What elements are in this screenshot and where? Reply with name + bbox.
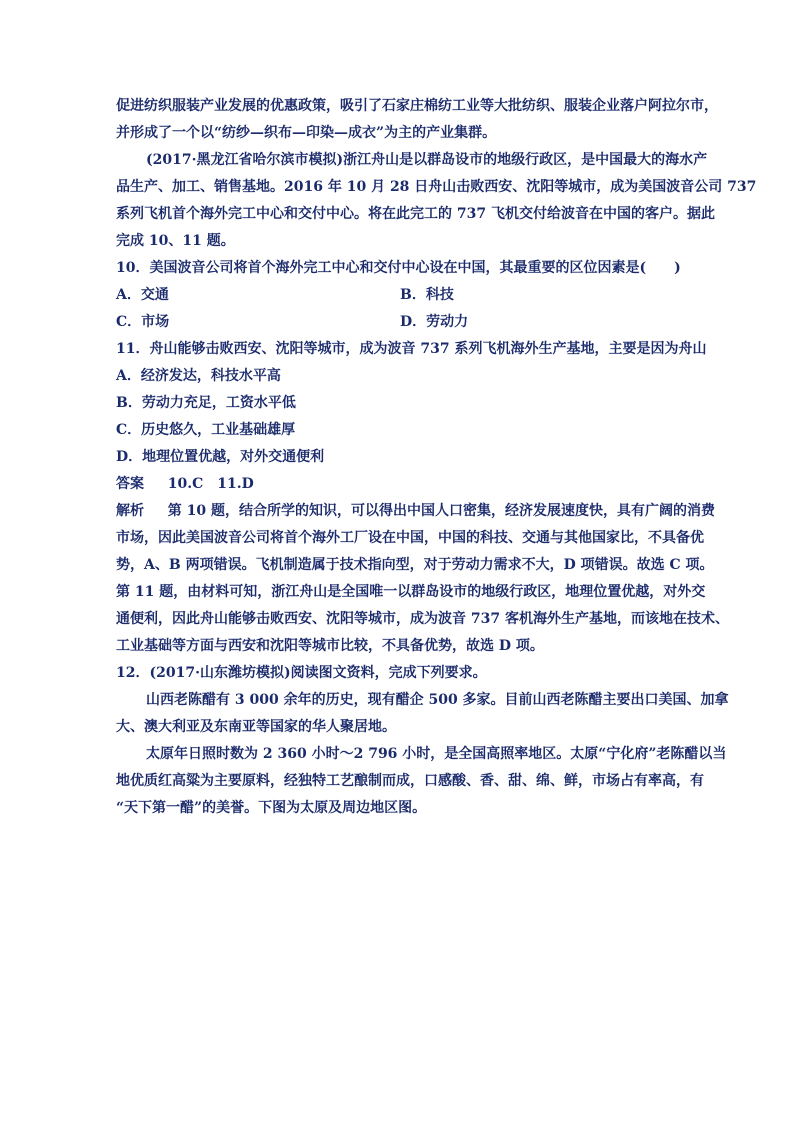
answer-value: 10.C 11.D — [167, 476, 254, 492]
passage-line-1: (2017·黑龙江省哈尔滨市模拟)浙江舟山是以群岛设市的地级行政区，是中国最大的海水产 — [146, 152, 708, 168]
question-11-option-c: C．历史悠久，工业基础雄厚 — [116, 422, 296, 438]
analysis-line-1 — [116, 501, 715, 521]
question-10-option-a: A．交通 — [116, 287, 169, 303]
analysis-text-1: 第 10 题，结合所学的知识，可以得出中国人口密集，经济发展速度快，具有广阔的消费 — [167, 503, 715, 519]
question-12-stem: 12．(2017·山东潍坊模拟)阅读图文资料，完成下列要求。 — [116, 665, 487, 681]
question-11-stem: 11．舟山能够击败西安、沈阳等城市，成为波音 737 系列飞机海外生产基地，主要是因为舟山 — [116, 341, 707, 357]
passage-line-3: 系列飞机首个海外完工中心和交付中心。将在此完工的 737 飞机交付给波音在中国的客户。据此 — [116, 206, 715, 222]
answer-line — [116, 474, 254, 494]
analysis-line-4: 第 11 题，由材料可知，浙江舟山是全国唯一以群岛设市的地级行政区，地理位置优越，对外交 — [116, 584, 706, 600]
answer-label: 答案 — [116, 476, 144, 492]
analysis-label: 解析 — [116, 503, 144, 519]
intro-line-2: 并形成了一个以“纺纱—织布—印染—成衣”为主的产业集群。 — [116, 125, 497, 141]
question-11-option-b: B．劳动力充足，工资水平低 — [116, 395, 296, 411]
question-12-para2-line-1: 太原年日照时数为 2 360 小时～2 796 小时，是全国高照率地区。太原“宁化府”老陈醋以当 — [146, 746, 727, 762]
question-10-stem: 10．美国波音公司将首个海外完工中心和交付中心设在中国，其最重要的区位因素是( ) — [116, 260, 681, 276]
question-12-para2-line-2: 地优质红高粱为主要原料，经独特工艺酿制而成，口感酸、香、甜、绵、鲜，市场占有率高，有 — [116, 773, 704, 789]
question-10-option-c: C．市场 — [116, 314, 170, 330]
passage-line-4: 完成 10、11 题。 — [116, 233, 235, 249]
analysis-line-2: 市场，因此美国波音公司将首个海外工厂设在中国，中国的科技、交通与其他国家比，不具备优 — [116, 530, 704, 546]
analysis-line-6: 工业基础等方面与西安和沈阳等城市比较，不具备优势，故选 D 项。 — [116, 638, 544, 654]
question-12-para1-line-2: 大、澳大利亚及东南亚等国家的华人聚居地。 — [116, 719, 396, 735]
question-11-option-a: A．经济发达，科技水平高 — [116, 368, 281, 384]
question-12-para1-line-1: 山西老陈醋有 3 000 余年的历史，现有醋企 500 多家。目前山西老陈醋主要出口美国、加拿 — [146, 692, 729, 708]
passage-line-2: 品生产、加工、销售基地。2016 年 10 月 28 日舟山击败西安、沈阳等城市，成为美国波音公司 737 — [116, 179, 757, 195]
question-12-para2-line-3: “天下第一醋”的美誉。下图为太原及周边地区图。 — [116, 800, 427, 816]
intro-line-1: 促进纺织服装产业发展的优惠政策，吸引了石家庄棉纺工业等大批纺织、服装企业落户阿拉尔市， — [116, 98, 718, 114]
question-11-option-d: D．地理位置优越，对外交通便利 — [116, 449, 325, 465]
analysis-line-5: 通便利，因此舟山能够击败西安、沈阳等城市，成为波音 737 客机海外生产基地，而该地在技术、 — [116, 611, 729, 627]
question-10-option-b: B．科技 — [400, 287, 454, 303]
question-10-option-d: D．劳动力 — [400, 314, 469, 330]
analysis-line-3: 势，A、B 两项错误。飞机制造属于技术指向型，对于劳动力需求不大，D 项错误。故选 C 项。 — [116, 557, 714, 573]
